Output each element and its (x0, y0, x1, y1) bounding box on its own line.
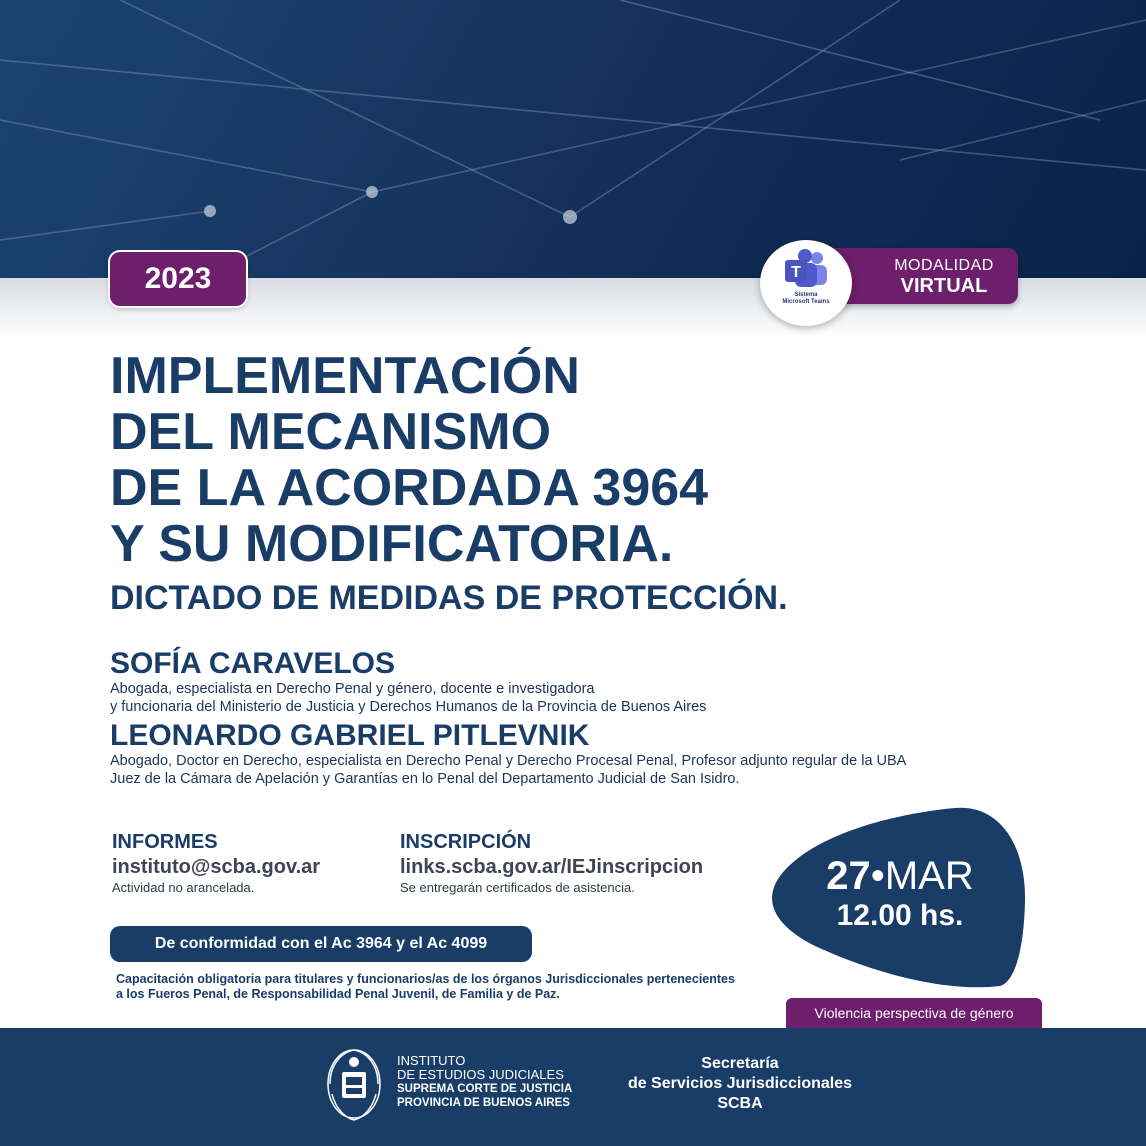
informes-note: Actividad no arancelada. (112, 880, 255, 895)
date-day-month (790, 854, 1010, 898)
capacitacion-text (116, 972, 796, 1002)
institute-line4: PROVINCIA DE BUENOS AIRES (397, 1097, 570, 1109)
secretaria-line2: de Servicios Jurisdiccionales (627, 1075, 853, 1092)
secretaria-name (600, 1054, 880, 1114)
institute-line1: INSTITUTO (397, 1053, 466, 1068)
speaker-1 (110, 648, 706, 716)
date-time: 12.00 hs. (836, 899, 964, 932)
informes-block (112, 830, 320, 896)
capacitacion-line1: Capacitación obligatoria para titulares y funcionarios/as de los órganos Jurisdiccionales pertenecientes (116, 972, 735, 986)
footer (0, 1028, 1146, 1146)
speaker-2-desc1: Abogado, Doctor en Derecho, especialista en Derecho Penal y Derecho Procesal Penal, Profesor adjunto regular de la UBA (110, 753, 907, 769)
speaker-2-desc2: Juez de la Cámara de Apelación y Garantías en lo Penal del Departamento Judicial de San Isidro. (110, 771, 740, 787)
informes-email[interactable]: instituto@scba.gov.ar (112, 856, 321, 878)
institute-line2: DE ESTUDIOS JUDICIALES (397, 1067, 564, 1082)
secretaria-line1: Secretaría (701, 1055, 779, 1072)
inscripcion-heading: INSCRIPCIÓN (400, 831, 532, 853)
inscripcion-note: Se entregarán certificados de asistencia. (400, 880, 635, 895)
hero-background (0, 0, 1146, 280)
court-seal-icon (322, 1044, 386, 1124)
inscripcion-block (400, 830, 703, 896)
institute-name (397, 1054, 572, 1110)
speaker-2-name: LEONARDO GABRIEL PITLEVNIK (110, 719, 590, 752)
teams-badge (760, 240, 852, 326)
title-line2: DEL MECANISMO (110, 403, 552, 461)
institute-line3: SUPREMA CORTE DE JUSTICIA (397, 1083, 573, 1095)
speaker-1-name: SOFÍA CARAVELOS (110, 647, 396, 680)
year-badge: 2023 (110, 252, 246, 306)
title-line3: DE LA ACORDADA 3964 (110, 459, 709, 517)
svg-text:T: T (791, 264, 801, 281)
date-day: 27 (826, 854, 871, 898)
network-lines-graphic (0, 0, 1146, 280)
date-month: MAR (884, 854, 974, 898)
teams-caption (760, 292, 852, 306)
speaker-1-desc1: Abogada, especialista en Derecho Penal y género, docente e investigadora (110, 681, 595, 697)
event-date (790, 854, 1010, 934)
speaker-1-desc2: y funcionaria del Ministerio de Justicia y Derechos Humanos de la Provincia de Buenos Aires (110, 699, 707, 715)
topic-tag: Violencia perspectiva de género (786, 998, 1042, 1028)
speaker-2 (110, 720, 906, 788)
modality-line2: VIRTUAL (900, 275, 988, 297)
modality-line1: MODALIDAD (894, 257, 994, 274)
teams-caption-line1: Sistema (794, 292, 818, 298)
informes-heading: INFORMES (112, 831, 218, 853)
title-subtitle: DICTADO DE MEDIDAS DE PROTECCIÓN. (110, 579, 788, 617)
inscripcion-link[interactable]: links.scba.gov.ar/IEJinscripcion (400, 856, 704, 878)
microsoft-teams-icon (783, 248, 829, 290)
capacitacion-line2: a los Fueros Penal, de Responsabilidad Penal Juvenil, de Familia y de Paz. (116, 987, 560, 1001)
conformity-badge: De conformidad con el Ac 3964 y el Ac 4099 (110, 926, 532, 962)
secretaria-line3: SCBA (717, 1095, 763, 1112)
teams-caption-line2: Microsoft Teams (782, 299, 830, 305)
date-separator: • (870, 854, 885, 898)
event-title (110, 348, 788, 620)
title-line1: IMPLEMENTACIÓN (110, 347, 580, 405)
title-line4: Y SU MODIFICATORIA. (110, 515, 674, 573)
